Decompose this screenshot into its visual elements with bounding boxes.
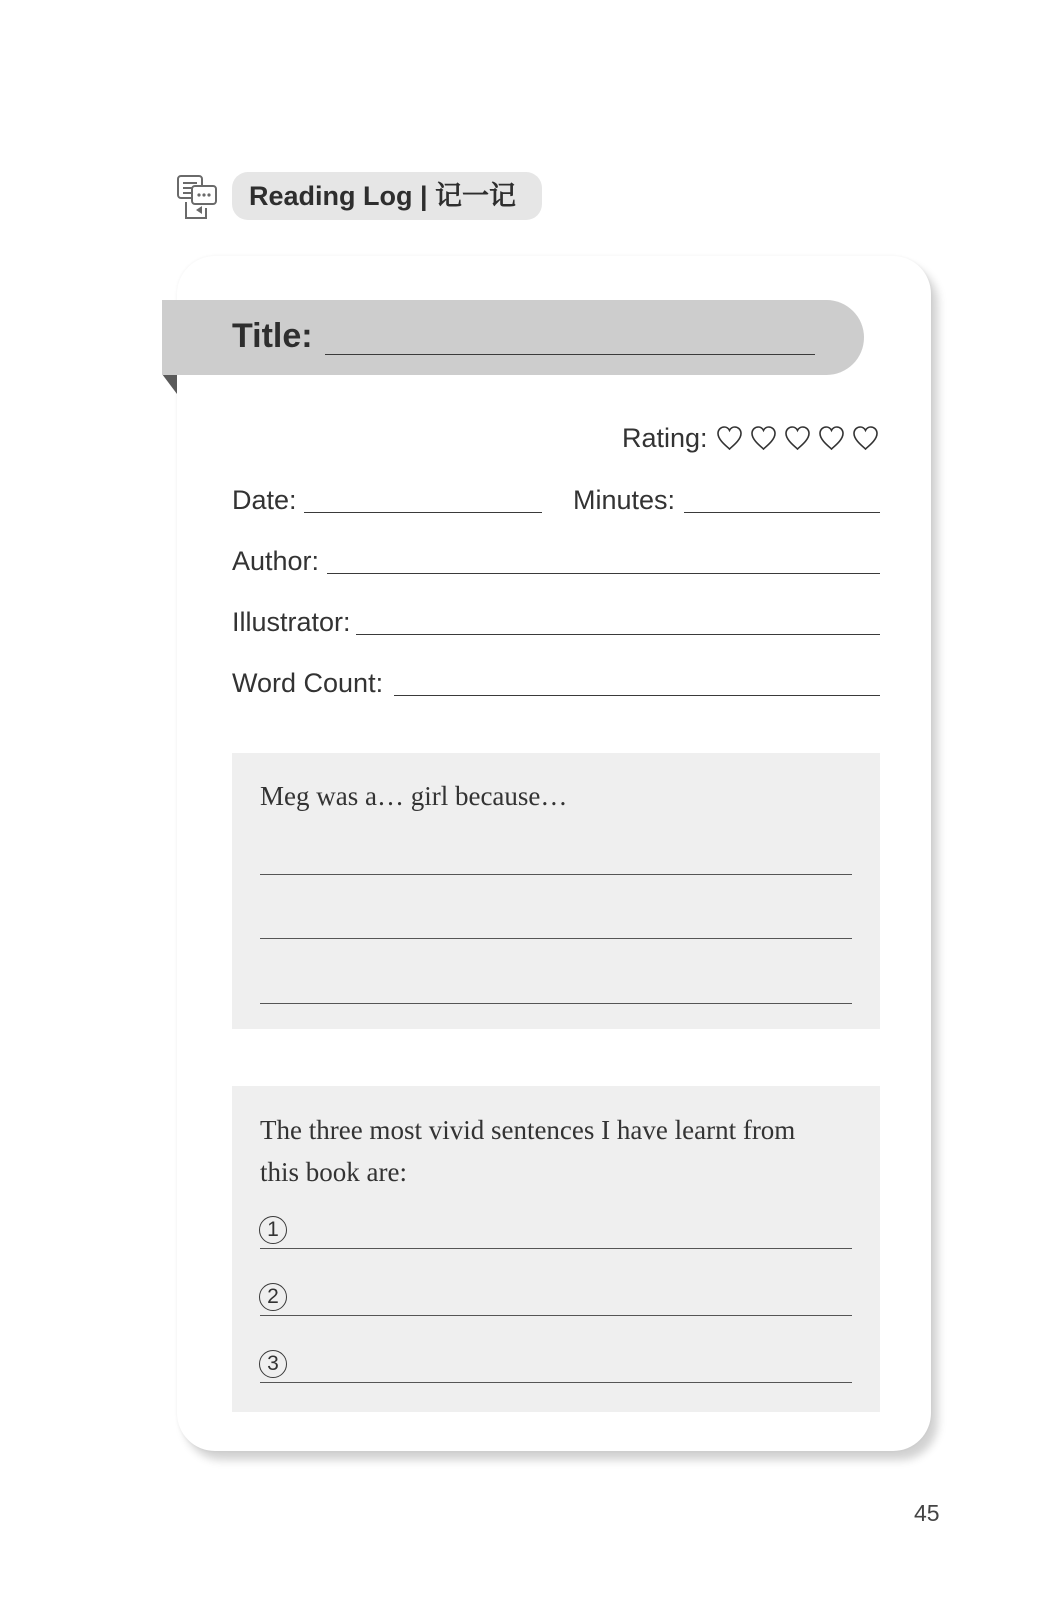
- sentence-line-3[interactable]: [260, 1382, 852, 1383]
- reading-log-icon: [176, 172, 220, 222]
- number-3-badge: 3: [259, 1350, 287, 1378]
- word-count-field[interactable]: [394, 695, 880, 696]
- title-field[interactable]: [325, 354, 815, 355]
- word-count-label: Word Count:: [232, 668, 384, 698]
- rating-label: Rating:: [622, 422, 708, 453]
- rating: [622, 420, 886, 456]
- author-label: Author:: [232, 546, 320, 576]
- number-1-badge: 1: [259, 1216, 287, 1244]
- number-2-badge: 2: [259, 1283, 287, 1311]
- heart-outline-icon[interactable]: [716, 425, 743, 451]
- date-field[interactable]: [304, 512, 542, 513]
- heart-outline-icon[interactable]: [784, 425, 811, 451]
- minutes-field[interactable]: [684, 512, 880, 513]
- answer-line[interactable]: [260, 1003, 852, 1004]
- illustrator-label: Illustrator:: [232, 607, 351, 637]
- prompt-1-text: Meg was a… girl because…: [260, 781, 568, 811]
- banner-fold: [162, 374, 177, 394]
- section-title-badge: [232, 172, 542, 220]
- section-title: Reading Log | 记一记: [249, 181, 517, 211]
- author-field[interactable]: [327, 573, 880, 574]
- heart-outline-icon[interactable]: [852, 425, 879, 451]
- illustrator-field[interactable]: [356, 634, 880, 635]
- minutes-label: Minutes:: [573, 485, 676, 515]
- prompt-2-text-line1: The three most vivid sentences I have learnt from: [260, 1115, 796, 1145]
- sentence-line-2[interactable]: [260, 1315, 852, 1316]
- answer-line[interactable]: [260, 874, 852, 875]
- answer-line[interactable]: [260, 938, 852, 939]
- date-label: Date:: [232, 485, 297, 515]
- sentence-line-1[interactable]: [260, 1248, 852, 1249]
- heart-outline-icon[interactable]: [750, 425, 777, 451]
- heart-outline-icon[interactable]: [818, 425, 845, 451]
- page-number: 45: [914, 1500, 940, 1526]
- title-label: Title:: [232, 317, 313, 355]
- prompt-2-text-line2: this book are:: [260, 1157, 407, 1187]
